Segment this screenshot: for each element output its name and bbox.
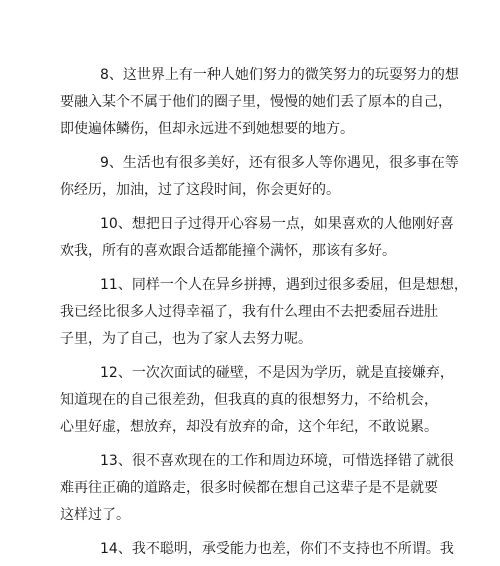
paragraph-line: 10、想把日子过得开心容易一点，如果喜欢的人他刚好喜 — [100, 216, 454, 232]
paragraph-8 — [60, 62, 459, 143]
article-body — [60, 62, 468, 563]
paragraph-12 — [60, 360, 454, 441]
paragraph-line: 这样过了。 — [60, 507, 130, 523]
paragraph-line: 12、一次次面试的碰壁，不是因为学历，就是直接嫌弃， — [100, 365, 454, 381]
paragraph-line: 你经历，加油，过了这段时间，你会更好的。 — [60, 182, 340, 198]
paragraph-line: 子里，为了自己，也为了家人去努力呢。 — [60, 331, 312, 347]
paragraph-line: 要融入某个不属于他们的圈子里，慢慢的她们丢了原本的自己， — [60, 94, 452, 110]
paragraph-line: 14、我不聪明，承受能力也差，你们不支持也不所谓。我 — [100, 541, 454, 557]
paragraph-11 — [60, 272, 468, 353]
paragraph-line: 知道现在的自己很差劲，但我真的真的很想努力，不给机会， — [60, 392, 438, 408]
paragraph-line: 即使遍体鳞伤，但却永远进不到她想要的地方。 — [60, 121, 354, 137]
paragraph-10 — [60, 211, 454, 265]
paragraph-line: 心里好虚，想放弃，却没有放弃的命，这个年纪，不敢说累。 — [60, 419, 438, 435]
paragraph-line: 11、同样一个人在异乡拼搏，遇到过很多委屈，但是想想， — [100, 277, 468, 293]
paragraph-14 — [60, 536, 454, 563]
paragraph-line: 8、这世界上有一种人她们努力的微笑努力的玩耍努力的想 — [100, 67, 459, 83]
paragraph-13 — [60, 448, 454, 529]
paragraph-line: 9、生活也有很多美好，还有很多人等你遇见，很多事在等 — [100, 155, 459, 171]
paragraph-line: 我已经比很多人过得幸福了，我有什么理由不去把委屈吞进肚 — [60, 304, 438, 320]
paragraph-9 — [60, 150, 459, 204]
paragraph-line: 难再往正确的道路走，很多时候都在想自己这辈子是不是就要 — [60, 480, 438, 496]
paragraph-line: 13、很不喜欢现在的工作和周边环境，可惜选择错了就很 — [100, 453, 454, 469]
paragraph-line: 欢我，所有的喜欢跟合适都能撞个满怀，那该有多好。 — [60, 243, 396, 259]
